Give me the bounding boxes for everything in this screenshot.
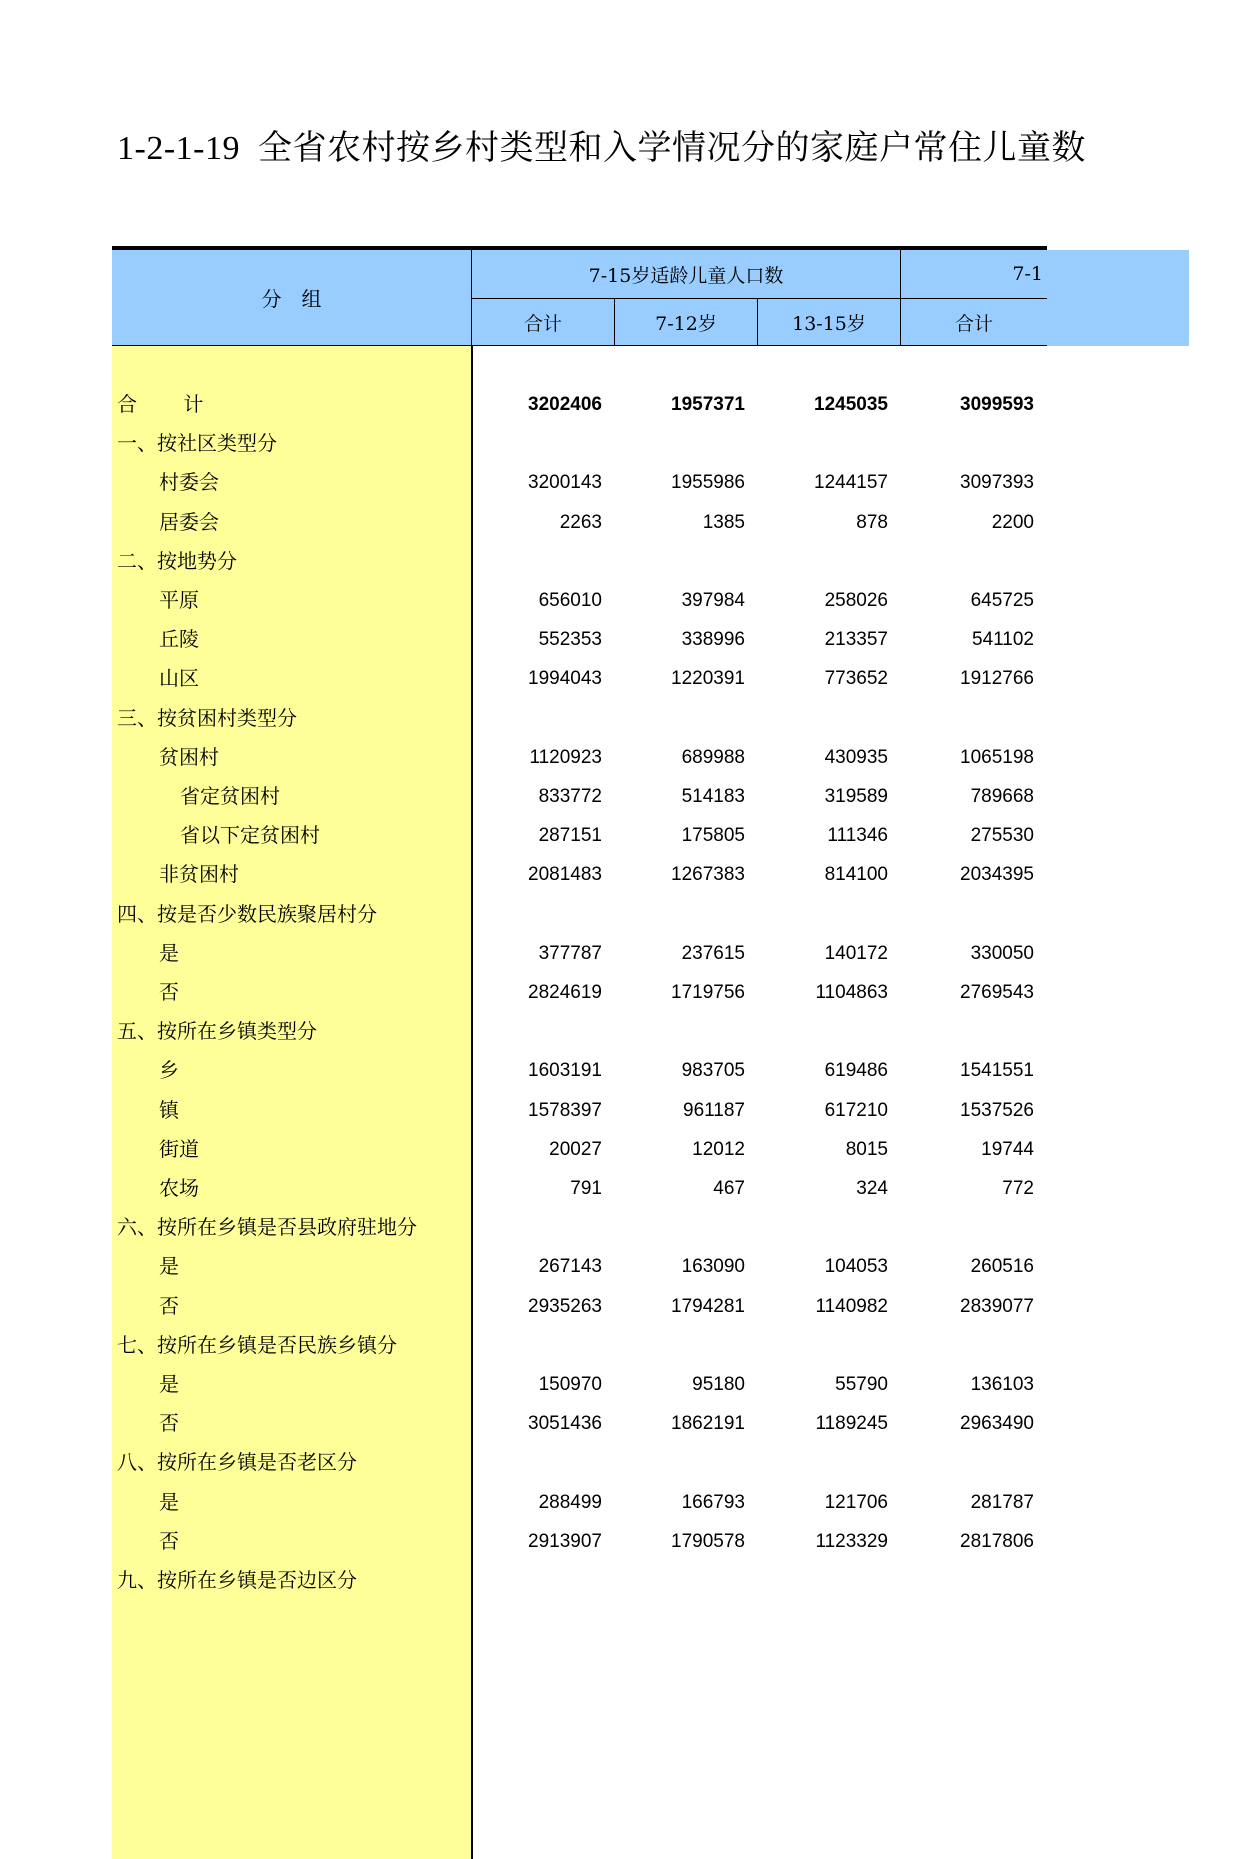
row-value: 3097393 [960, 472, 1034, 494]
row-value [894, 1443, 1034, 1482]
table-row [112, 699, 1047, 738]
row-value: 2839077 [960, 1295, 1034, 1317]
row-value: 791 [570, 1178, 602, 1199]
row-value: 2081483 [528, 864, 602, 886]
table-row [112, 385, 1047, 424]
row-value: 2034395 [960, 864, 1034, 886]
row-value: 330050 [970, 942, 1034, 964]
row-value [894, 699, 1034, 738]
row-value [748, 1443, 888, 1482]
row-value [462, 424, 602, 463]
header-group-label: 分 组 [261, 287, 322, 311]
row-value: 55790 [835, 1374, 888, 1395]
table-row [112, 738, 1047, 777]
table-code: 1-2-1-19 [117, 130, 240, 167]
row-value: 1120923 [529, 746, 602, 768]
row-value: 645725 [970, 590, 1034, 611]
table-row [112, 503, 1047, 542]
table-row [112, 542, 1047, 581]
row-value: 1244157 [814, 472, 888, 494]
row-value: 2913907 [528, 1530, 602, 1552]
row-value: 275530 [970, 825, 1034, 847]
row-label: 否 [159, 1411, 179, 1436]
row-value [894, 1012, 1034, 1051]
row-value [605, 1012, 745, 1051]
row-label: 八、按所在乡镇是否老区分 [117, 1450, 357, 1475]
row-value: 111346 [827, 825, 888, 847]
row-value [894, 1326, 1034, 1365]
row-value: 789668 [970, 786, 1034, 807]
row-value [894, 1561, 1034, 1600]
row-value: 150970 [538, 1374, 602, 1395]
row-value: 1794281 [671, 1295, 745, 1317]
table-row [112, 934, 1047, 973]
row-value: 377787 [538, 942, 602, 964]
table-row [112, 1247, 1047, 1286]
row-value [748, 542, 888, 581]
page-title [117, 120, 1086, 169]
row-value: 2200 [991, 511, 1034, 533]
row-value [605, 1561, 745, 1600]
row-value: 772 [1002, 1178, 1034, 1199]
row-value: 237615 [681, 942, 745, 964]
row-value: 619486 [824, 1060, 888, 1082]
row-value: 136103 [970, 1374, 1034, 1395]
row-label: 平原 [159, 588, 199, 612]
row-value: 3202406 [528, 394, 602, 415]
row-label: 贫困村 [159, 744, 219, 769]
row-value [462, 1326, 602, 1365]
table-row [112, 659, 1047, 698]
row-value: 8015 [845, 1138, 888, 1160]
row-value [894, 1208, 1034, 1247]
row-value: 95180 [692, 1374, 745, 1395]
row-value: 1994043 [528, 668, 602, 690]
header-group2-truncated: 7-1 [1012, 263, 1043, 285]
row-value: 338996 [681, 629, 745, 651]
table-title-text: 全省农村按乡村类型和入学情况分的家庭户常住儿童数 [257, 128, 1086, 168]
row-value: 19744 [981, 1138, 1034, 1160]
row-value: 552353 [538, 629, 602, 651]
row-value: 689988 [681, 746, 745, 768]
table-row [112, 1404, 1047, 1443]
header-col-7-12: 7-12岁 [655, 313, 717, 335]
table-row [112, 1208, 1047, 1247]
row-value: 656010 [538, 590, 602, 611]
row-label: 居委会 [159, 509, 219, 534]
row-value: 1220391 [671, 668, 745, 690]
table-row [112, 1091, 1047, 1130]
row-label: 是 [159, 1489, 179, 1514]
row-value [462, 895, 602, 934]
row-value: 814100 [824, 864, 888, 886]
row-label: 六、按所在乡镇是否县政府驻地分 [117, 1215, 417, 1240]
row-value: 3099593 [960, 394, 1034, 415]
row-label: 是 [159, 1372, 179, 1396]
row-value: 541102 [972, 629, 1034, 651]
row-value: 12012 [692, 1138, 745, 1160]
row-value: 281787 [970, 1491, 1034, 1513]
row-value: 3200143 [528, 472, 602, 494]
row-label: 山区 [159, 666, 199, 691]
row-value: 617210 [824, 1099, 888, 1121]
row-value: 773652 [824, 668, 888, 690]
table-row [112, 581, 1047, 620]
table-row [112, 1483, 1047, 1522]
table-row [112, 816, 1047, 855]
row-label: 四、按是否少数民族聚居村分 [117, 901, 377, 926]
table-row [112, 1051, 1047, 1090]
row-value: 319589 [824, 786, 888, 807]
row-label: 省以下定贫困村 [180, 823, 320, 848]
row-label: 二、按地势分 [117, 548, 237, 573]
row-label: 否 [159, 1293, 179, 1318]
row-value: 20027 [549, 1138, 602, 1160]
row-value: 121706 [824, 1491, 888, 1513]
row-value: 258026 [824, 590, 888, 611]
row-value: 1245035 [814, 394, 888, 415]
table-row [112, 895, 1047, 934]
row-value: 1123329 [815, 1530, 888, 1552]
row-value: 514183 [681, 786, 745, 807]
row-value: 1104863 [815, 982, 888, 1003]
row-value [748, 1561, 888, 1600]
row-value [748, 1208, 888, 1247]
row-label: 村委会 [159, 470, 219, 495]
row-value: 3051436 [528, 1413, 602, 1435]
row-value [462, 1012, 602, 1051]
row-label: 七、按所在乡镇是否民族乡镇分 [117, 1332, 397, 1357]
table-row [112, 855, 1047, 894]
row-value: 1957371 [671, 394, 745, 415]
table-row [112, 1561, 1047, 1600]
table-row [112, 1130, 1047, 1169]
row-value: 166793 [681, 1491, 745, 1513]
row-value: 2824619 [528, 982, 602, 1003]
row-value [748, 895, 888, 934]
row-value: 2817806 [960, 1530, 1034, 1552]
row-value: 1065198 [960, 746, 1034, 768]
row-value [894, 895, 1034, 934]
row-value [748, 699, 888, 738]
table-row [112, 1326, 1047, 1365]
table-row [112, 620, 1047, 659]
row-value [748, 424, 888, 463]
row-value: 1541551 [960, 1060, 1034, 1082]
row-value: 2769543 [960, 982, 1034, 1003]
header-col-total-2: 合计 [954, 313, 993, 335]
row-label: 街道 [159, 1136, 199, 1161]
row-value: 961187 [683, 1099, 745, 1121]
row-value [894, 424, 1034, 463]
row-value: 833772 [538, 786, 602, 807]
row-value: 1267383 [671, 864, 745, 886]
row-value [605, 1443, 745, 1482]
row-value: 324 [856, 1178, 888, 1199]
row-value [605, 424, 745, 463]
row-value: 260516 [970, 1256, 1034, 1278]
row-value: 878 [856, 511, 888, 533]
row-label: 省定贫困村 [180, 784, 280, 808]
row-value: 288499 [538, 1491, 602, 1513]
row-value [462, 1561, 602, 1600]
row-label: 非贫困村 [159, 862, 239, 887]
row-value: 2263 [559, 511, 602, 533]
row-value: 1912766 [960, 668, 1034, 690]
row-value: 1537526 [960, 1099, 1034, 1121]
row-value: 397984 [681, 590, 745, 611]
table-row [112, 1443, 1047, 1482]
row-value: 1719756 [671, 982, 745, 1003]
row-value [605, 1208, 745, 1247]
row-label: 否 [159, 980, 179, 1004]
row-value: 1862191 [671, 1413, 745, 1435]
row-value: 983705 [681, 1060, 745, 1082]
row-value [462, 699, 602, 738]
row-label: 是 [159, 1254, 179, 1279]
row-value [605, 542, 745, 581]
row-value: 287151 [538, 825, 602, 847]
row-value: 430935 [824, 746, 888, 768]
row-label: 九、按所在乡镇是否边区分 [117, 1568, 357, 1592]
row-value: 1189245 [815, 1413, 888, 1435]
row-value: 1790578 [671, 1530, 745, 1552]
row-value [748, 1012, 888, 1051]
row-value: 1578397 [528, 1099, 602, 1121]
row-label: 三、按贫困村类型分 [117, 705, 297, 730]
row-value: 140172 [824, 942, 888, 964]
table-row [112, 777, 1047, 816]
row-value [462, 1443, 602, 1482]
row-value: 2935263 [528, 1295, 602, 1317]
row-value [748, 1326, 888, 1365]
row-value: 1603191 [528, 1060, 602, 1082]
row-value: 467 [713, 1178, 745, 1199]
row-value [462, 1208, 602, 1247]
table-row [112, 1287, 1047, 1326]
row-value [894, 542, 1034, 581]
table-row [112, 424, 1047, 463]
row-value: 163090 [681, 1256, 745, 1278]
table-row [112, 1522, 1047, 1561]
table-row [112, 1169, 1047, 1208]
row-label: 镇 [159, 1097, 179, 1122]
row-value: 213357 [824, 629, 888, 651]
row-value [462, 542, 602, 581]
table-row [112, 973, 1047, 1012]
header-7-15-population: 7-15岁适龄儿童人口数 [588, 264, 784, 287]
row-value [605, 699, 745, 738]
row-label: 农场 [159, 1176, 199, 1200]
table-row [112, 463, 1047, 502]
row-value: 175805 [681, 825, 745, 847]
row-label: 否 [159, 1528, 179, 1553]
row-value: 267143 [538, 1256, 602, 1278]
row-label: 五、按所在乡镇类型分 [117, 1019, 317, 1044]
header-col-13-15: 13-15岁 [792, 313, 866, 335]
row-label: 是 [159, 940, 179, 965]
row-label: 丘陵 [159, 627, 199, 652]
row-label: 合 计 [117, 392, 204, 416]
row-value: 1385 [702, 511, 745, 533]
row-value [605, 895, 745, 934]
table-row [112, 1365, 1047, 1404]
row-value: 1955986 [671, 472, 745, 494]
row-label: 一、按社区类型分 [117, 431, 277, 456]
row-value: 1140982 [815, 1295, 888, 1317]
row-value [605, 1326, 745, 1365]
row-value: 2963490 [960, 1413, 1034, 1435]
table-row [112, 1012, 1047, 1051]
header-col-total: 合计 [523, 313, 562, 335]
row-value: 104053 [824, 1256, 888, 1278]
row-label: 乡 [159, 1058, 179, 1083]
